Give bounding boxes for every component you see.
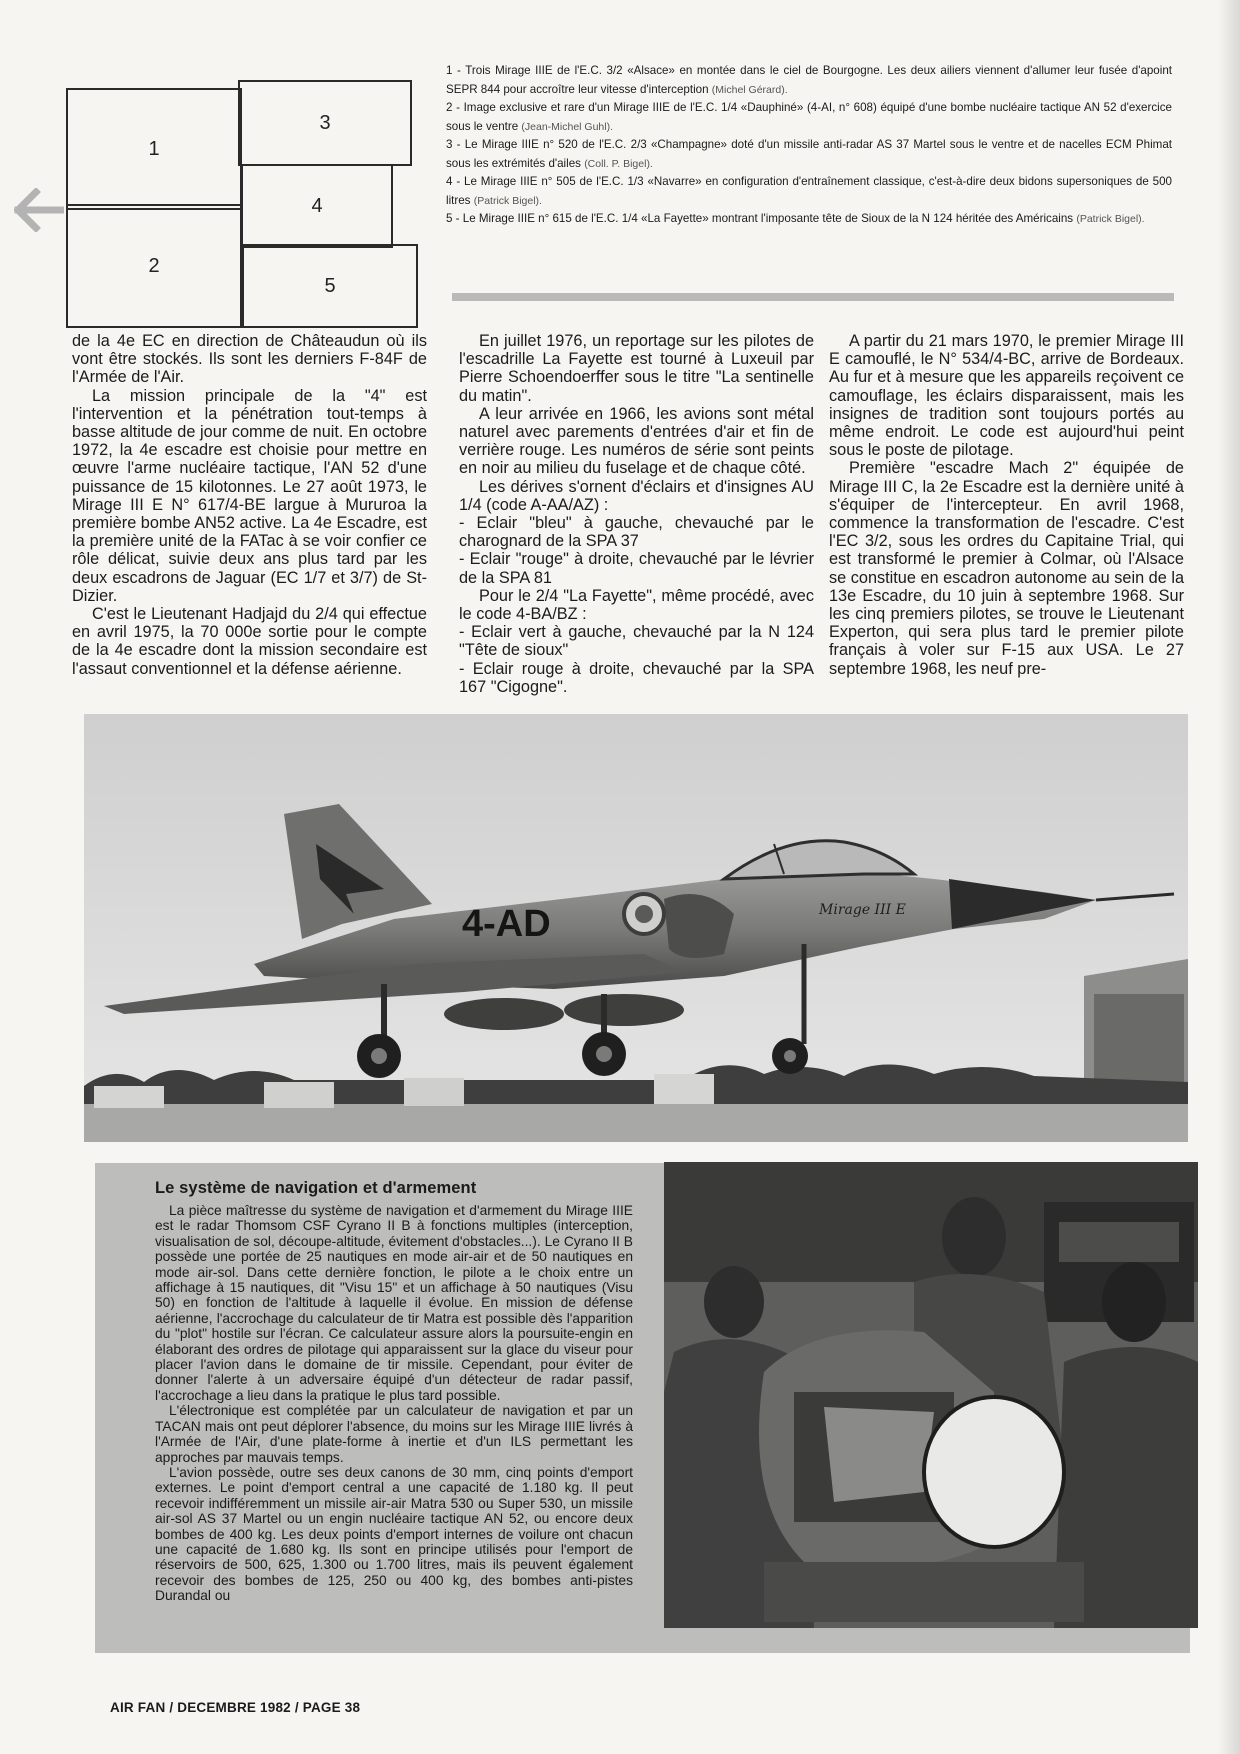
caption-3: 3 - Le Mirage IIIE n° 520 de l'E.C. 2/3 «Champagne» doté d'un missile anti-radar AS 37 Martel sous le ventre et de nacelles ECM Phimat sous les extrémités d'ailes (Coll. P. Bigel). (446, 138, 1172, 170)
sidebar-text (155, 1203, 633, 1604)
photo-layout-key (66, 80, 421, 325)
paragraph: de la 4e EC en direction de Châteaudun où ils vont être stockés. Ils sont les derniers F-84F de l'Armée de l'Air. (72, 332, 427, 387)
paragraph: - Eclair rouge à droite, chevauché par la SPA 167 "Cigogne". (459, 659, 814, 696)
paragraph: Première "escadre Mach 2" équipée de Mirage III C, la 2e Escadre est la dernière unité à s'équiper de l'intercepteur. En avril 1968, commence la transformation de l'escadre. C'est l'EC 3/2, sous les ordres du Capitaine Trial, qui est transformé le premier à Colmar, où l'Alsace se constitue en escadron autonome au sein de la 13e Escadre, du 10 juin à septembre 1968. Sur les cinq premiers pilotes, se trouve le Lieutenant Experton, qui sera plus tard le premier pilote français à voler sur F-15 aux USA. Le 27 septembre 1968, les neuf pre- (829, 459, 1184, 678)
photo-captions (446, 62, 1172, 229)
caption-2: 2 - Image exclusive et rare d'un Mirage IIIE de l'E.C. 1/4 «Dauphiné» (4-AI, n° 608) équipé d'une bombe nucléaire tactique AN 52 d'exercice sous le ventre (Jean-Michel Guhl). (446, 101, 1172, 133)
paragraph: - Eclair vert à gauche, chevauché par la N 124 "Tête de sioux" (459, 623, 814, 660)
divider-rule (452, 293, 1174, 301)
layout-box-5: 5 (242, 244, 418, 328)
aircraft-code: 4-AD (462, 903, 551, 945)
sidebar-title: Le système de navigation et d'armement (155, 1179, 477, 1197)
paragraph: A partir du 21 mars 1970, le premier Mirage III E camouflé, le N° 534/4-BC, arrive de Bordeaux. Au fur et à mesure que les appareils reçoivent ce camouflage, les éclairs disparaissent, mais les insignes de tradition sont toujours portés au même endroit. Le code est aujourd'hui peint sous le poste de pilotage. (829, 332, 1184, 460)
paragraph: La pièce maîtresse du système de navigation et d'armement du Mirage IIIE est le radar Thomsom CSF Cyrano II B à fonctions multiples (interception, visualisation de sol, découpe-altitude, évitement d'obstacles...). Le Cyrano II B possède une portée de 25 nautiques en mode air-air et de 50 nautiques en mode air-sol. Dans cette dernière fonction, le pilote a le choix entre un affichage à 15 nautiques, dit "Visu 15" et un affichage à 50 nautiques (Visu 50) en fonction de l'altitude à laquelle il évolue. En mission de défense aérienne, l'accrochage du calculateur de tir Matra est possible dès l'apparition du "plot" hostile sur l'écran. Ce calculateur assure alors la poursuite-engin en élaborant des ordres de pilotage qui apparaissent sur la glace du viseur pour placer l'avion dans le domaine de tir missile. Cependant, pour éviter de donner l'alerte à un adversaire équipé d'un détecteur de radar passif, l'accrochage a lieu dans la pratique le plus tard possible. (155, 1203, 633, 1403)
mirage-photo (84, 714, 1188, 1142)
article-column-1 (72, 332, 427, 678)
page-edge-shadow (1218, 0, 1240, 1754)
layout-box-2: 2 (66, 204, 242, 328)
article-column-3 (829, 332, 1184, 678)
paragraph: A leur arrivée en 1966, les avions sont métal naturel avec parements d'entrées d'air et fin de verrière rouge. Les numéros de série sont peints en noir au milieu du fuselage et de chaque côté. (459, 404, 814, 478)
arrow-left-icon (14, 188, 64, 232)
caption-4: 4 - Le Mirage IIIE n° 505 de l'E.C. 1/3 «Navarre» en configuration d'entraînement classique, c'est-à-dire deux bidons supersoniques de 500 litres (Patrick Bigel). (446, 175, 1172, 207)
paragraph: Les dérives s'ornent d'éclairs et d'insignes AU 1/4 (code A-AA/AZ) : (459, 477, 814, 514)
caption-1: 1 - Trois Mirage IIIE de l'E.C. 3/2 «Alsace» en montée dans le ciel de Bourgogne. Les deux ailiers viennent d'allumer leur fusée d'apoint SEPR 844 pour accroître leur vitesse d'interception (Michel Gérard). (446, 64, 1172, 96)
page-footer: AIR FAN / DECEMBRE 1982 / PAGE 38 (110, 1700, 361, 1715)
caption-5: 5 - Le Mirage IIIE n° 615 de l'E.C. 1/4 «La Fayette» montrant l'imposante tête de Sioux de la N 124 héritée des Américains (Patrick Bigel). (446, 212, 1145, 225)
article-column-2 (459, 332, 814, 696)
radar-technicians-photo (664, 1162, 1198, 1628)
layout-box-4: 4 (241, 164, 393, 248)
paragraph: C'est le Lieutenant Hadjajd du 2/4 qui effectue en avril 1975, la 70 000e sortie pour le compte de la 4e escadre dont la mission secondaire est l'assaut conventionnel et la défense aérienne. (72, 605, 427, 678)
paragraph: - Eclair "rouge" à droite, chevauché par le lévrier de la SPA 81 (459, 550, 814, 587)
paragraph: En juillet 1976, un reportage sur les pilotes de l'escadrille La Fayette est tourné à Luxeuil par Pierre Schoendoerffer sous le titre "La sentinelle du matin". (459, 332, 814, 405)
paragraph: Pour le 2/4 "La Fayette", même procédé, avec le code 4-BA/BZ : (459, 586, 814, 624)
layout-box-1: 1 (66, 88, 242, 210)
layout-box-3: 3 (238, 80, 412, 166)
nose-script: Mirage III E (819, 902, 906, 918)
paragraph: La mission principale de la "4" est l'intervention et la pénétration tout-temps à basse altitude de jour comme de nuit. En octobre 1972, la 4e escadre est choisie pour mettre en œuvre l'arme nucléaire tactique, l'AN 52 d'une puissance de 15 kilotonnes. Le 27 août 1973, le Mirage III E N° 617/4-BE largue à Mururoa la première bombe AN52 active. La 4e Escadre, est la première unité de la FATac à se voir confier ce rôle délicat, suivie deux ans plus tard par les deux escadrons de Jaguar (EC 1/7 et 3/7) de St-Dizier. (72, 386, 427, 605)
paragraph: - Eclair "bleu" à gauche, chevauché par le charognard de la SPA 37 (459, 514, 814, 551)
paragraph: L'avion possède, outre ses deux canons de 30 mm, cinq points d'emport externes. Le point d'emport central a une capacité de 1.180 kg. Il peut recevoir indifféremment un missile air-air Matra 530 ou Super 530, un missile air-sol AS 37 Martel ou un engin nucléaire tactique AN 52, ou encore deux bombes de 400 kg. Les deux points d'emport internes de voilure ont chacun une capacité de 1.680 kg. Ils sont en principe utilisés pour l'emport de réservoirs de 500, 625, 1.300 ou 1.700 litres, mais ils peuvent également recevoir des bombes de 125, 250 ou 400 kg, des bombes anti-pistes Durandal ou (155, 1464, 633, 1604)
paragraph: L'électronique est complétée par un calculateur de navigation et par un TACAN mais ont peut déplorer l'absence, du moins sur les Mirage IIIE livrés à l'Armée de l'Air, d'une plate-forme à inertie et d'un ILS permettant les approches par mauvais temps. (155, 1403, 633, 1465)
